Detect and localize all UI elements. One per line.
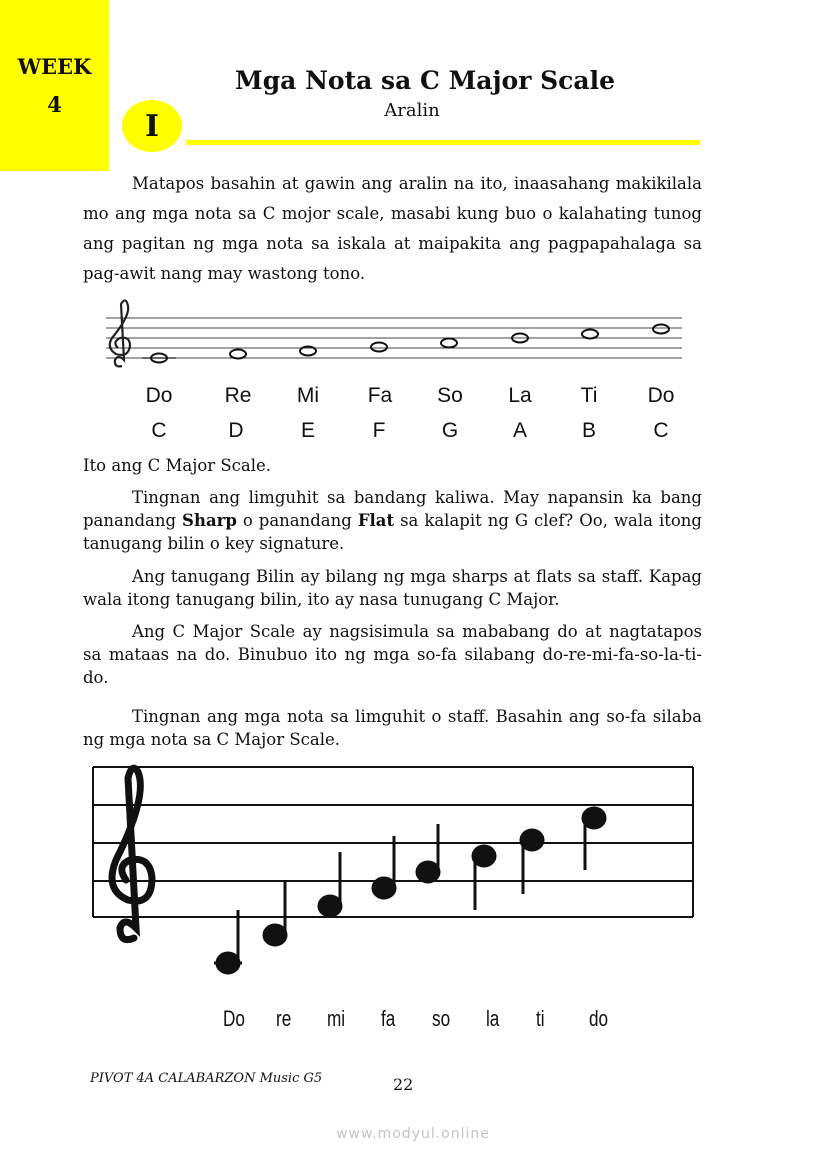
quarter-note-so bbox=[417, 862, 439, 882]
staff-instruction-paragraph: Tingnan ang mga nota sa limguhit o staff. Basahin ang so-fa silaba ng mga nota sa C Major Scale. bbox=[83, 707, 702, 749]
scale-caption: Ito ang C Major Scale. bbox=[83, 456, 272, 475]
page-subtitle: Aralin bbox=[384, 100, 440, 121]
solfa-label: fa bbox=[381, 1006, 396, 1031]
sharp-term: Sharp bbox=[182, 511, 237, 530]
footer-source: PIVOT 4A CALABARZON Music G5 bbox=[90, 1071, 323, 1086]
page-number: 22 bbox=[393, 1075, 414, 1094]
week-number: 4 bbox=[47, 92, 62, 117]
note-letter-label: B bbox=[581, 419, 596, 442]
note-letter-label: G bbox=[441, 419, 459, 442]
solfa-label: Fa bbox=[367, 384, 393, 407]
c-major-staff-quarter-notes bbox=[90, 760, 700, 980]
week-badge bbox=[0, 0, 109, 171]
note-g4 bbox=[441, 339, 457, 348]
quarter-note-fa bbox=[373, 878, 395, 898]
paragraph-text: o panandang bbox=[236, 511, 358, 530]
note-letter-label: D bbox=[228, 419, 244, 442]
note-letter-label: F bbox=[372, 419, 386, 442]
solfa-label: Do bbox=[145, 384, 173, 407]
solfa-label: mi bbox=[327, 1006, 346, 1031]
section-letter-badge: I bbox=[122, 100, 182, 152]
paragraph-text: Tingnan ang limguhit sa bandang kaliwa. May napansin ka bang panandang bbox=[83, 488, 702, 530]
c-major-staff-whole-notes bbox=[100, 298, 690, 370]
page-title: Mga Nota sa C Major Scale bbox=[235, 66, 615, 95]
solfa-label: ti bbox=[536, 1006, 545, 1031]
note-f4 bbox=[371, 343, 387, 352]
quarter-note-do bbox=[217, 953, 239, 973]
paragraph-text: sa kalapit ng G clef? Oo, wala itong tanugang bilin o key signature. bbox=[83, 511, 702, 553]
solfa-label: so bbox=[432, 1006, 451, 1031]
note-b4 bbox=[582, 330, 598, 339]
solfa-label: So bbox=[437, 384, 463, 407]
quarter-note-mi bbox=[319, 896, 341, 916]
note-letter-label: E bbox=[300, 419, 315, 442]
flat-term: Flat bbox=[357, 511, 395, 530]
key-signature-paragraph: Ang tanugang Bilin ay bilang ng mga sharps at flats sa staff. Kapag wala itong tanugang bilin, ito ay nasa tunugang C Major. bbox=[83, 567, 702, 609]
solfa-label: Re bbox=[224, 384, 252, 407]
quarter-note-re bbox=[264, 925, 286, 945]
header-rule bbox=[186, 140, 700, 145]
treble-clef-icon bbox=[110, 300, 130, 366]
treble-clef-icon bbox=[112, 768, 152, 939]
solfa-label: re bbox=[276, 1006, 292, 1031]
intro-paragraph: Matapos basahin at gawin ang aralin na ito, inaasahang makikilala mo ang mga nota sa C mojor scale, masabi kung buo o kalahating tunog ang pagitan ng mga nota sa iskala at maipakita ang pagpapahalaga sa pag-awit nang may wastong tono. bbox=[83, 174, 702, 283]
solfa-label: Mi bbox=[296, 384, 320, 407]
note-letter-label: A bbox=[512, 419, 527, 442]
note-d4 bbox=[230, 350, 246, 359]
solfa-label: Do bbox=[647, 384, 675, 407]
note-letter-label: C bbox=[151, 419, 167, 442]
solfa-label: la bbox=[486, 1006, 500, 1031]
solfa-label: do bbox=[589, 1006, 609, 1031]
note-c5 bbox=[653, 325, 669, 334]
note-letter-label: C bbox=[653, 419, 669, 442]
week-label: WEEK bbox=[17, 54, 92, 79]
site-watermark: www.modyul.online bbox=[336, 1126, 490, 1142]
solfa-label: Ti bbox=[580, 384, 598, 407]
scale-description-paragraph: Ang C Major Scale ay nagsisimula sa mababang do at nagtatapos sa mataas na do. Binubuo ito ng mga so-fa silabang do-re-mi-fa-so-la-ti-do. bbox=[83, 622, 702, 687]
solfa-label: La bbox=[508, 384, 532, 407]
sharp-flat-paragraph bbox=[83, 486, 702, 555]
solfa-label: Do bbox=[223, 1006, 245, 1031]
